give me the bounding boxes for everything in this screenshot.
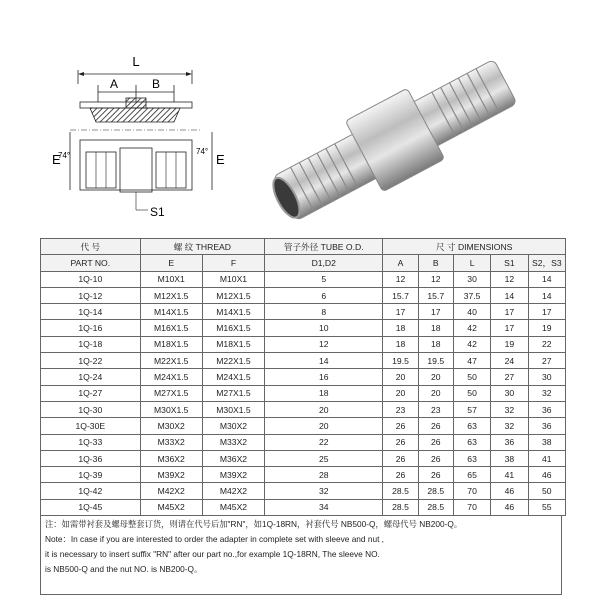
table-cell: 46 xyxy=(491,499,528,515)
table-cell: 63 xyxy=(453,450,490,466)
table-cell: 12 xyxy=(265,336,383,352)
header-S1: S1 xyxy=(491,255,528,271)
table-cell: 17 xyxy=(418,304,453,320)
table-cell: 24 xyxy=(491,353,528,369)
angle-right-label: 74° xyxy=(196,147,209,156)
table-row xyxy=(41,304,566,320)
table-cell: 19.5 xyxy=(418,353,453,369)
table-row xyxy=(41,418,566,434)
table-cell: 57 xyxy=(453,401,490,417)
table-cell: 12 xyxy=(491,271,528,287)
header-S23: S2，S3 xyxy=(528,255,565,271)
table-cell: 16 xyxy=(265,369,383,385)
table-cell: 28.5 xyxy=(418,483,453,499)
table-row xyxy=(41,483,566,499)
table-cell: M12X1.5 xyxy=(202,287,264,303)
table-cell: 30 xyxy=(453,271,490,287)
table-cell: 1Q-10 xyxy=(41,271,141,287)
table-cell: M33X2 xyxy=(202,434,264,450)
table-cell: 26 xyxy=(383,450,418,466)
table-cell: 1Q-16 xyxy=(41,320,141,336)
table-cell: 41 xyxy=(491,467,528,483)
table-cell: 17 xyxy=(383,304,418,320)
table-cell: 55 xyxy=(528,499,565,515)
table-cell: 15.7 xyxy=(418,287,453,303)
table-cell: 42 xyxy=(453,336,490,352)
table-cell: 1Q-30E xyxy=(41,418,141,434)
spec-table xyxy=(40,238,566,516)
table-row xyxy=(41,434,566,450)
table-cell: 36 xyxy=(528,418,565,434)
note-en-line1: Note：In case if you are interested to order the adapter in complete set with sleeve and nut , xyxy=(45,534,384,544)
table-cell: 32 xyxy=(528,385,565,401)
table-cell: 25 xyxy=(265,450,383,466)
table-cell: 37.5 xyxy=(453,287,490,303)
table-cell: 28.5 xyxy=(383,483,418,499)
table-cell: M42X2 xyxy=(140,483,202,499)
table-row xyxy=(41,271,566,287)
table-cell: 14 xyxy=(528,271,565,287)
table-cell: 1Q-36 xyxy=(41,450,141,466)
table-cell: 42 xyxy=(453,320,490,336)
header-B: B xyxy=(418,255,453,271)
S1-label: S1 xyxy=(150,205,165,219)
table-cell: 26 xyxy=(418,450,453,466)
table-cell: 32 xyxy=(491,418,528,434)
table-cell: 46 xyxy=(528,467,565,483)
table-cell: 32 xyxy=(265,483,383,499)
table-cell: 17 xyxy=(528,304,565,320)
table-cell: 65 xyxy=(453,467,490,483)
table-cell: 1Q-14 xyxy=(41,304,141,320)
table-cell: 40 xyxy=(453,304,490,320)
table-cell: 30 xyxy=(528,369,565,385)
table-cell: M45X2 xyxy=(202,499,264,515)
table-cell: 36 xyxy=(491,434,528,450)
table-cell: M12X1.5 xyxy=(140,287,202,303)
table-cell: 26 xyxy=(418,434,453,450)
table-cell: 1Q-42 xyxy=(41,483,141,499)
table-cell: 12 xyxy=(383,271,418,287)
table-row xyxy=(41,450,566,466)
table-cell: M14X1.5 xyxy=(140,304,202,320)
header-A: A xyxy=(383,255,418,271)
table-cell: 34 xyxy=(265,499,383,515)
table-cell: 18 xyxy=(383,320,418,336)
table-cell: 41 xyxy=(528,450,565,466)
table-cell: 28.5 xyxy=(418,499,453,515)
table-cell: M30X1.5 xyxy=(140,401,202,417)
header-row-en xyxy=(41,255,566,271)
table-cell: 18 xyxy=(265,385,383,401)
note-cn: 注：如需带衬套及螺母整套订货，则请在代号后加"RN"，如1Q-18RN，衬套代号 NB500-Q，螺母代号 NB200-Q。 xyxy=(45,519,463,529)
table-cell: 26 xyxy=(383,434,418,450)
table-row xyxy=(41,401,566,417)
dim-E-left-label: E xyxy=(52,152,61,167)
table-cell: 38 xyxy=(491,450,528,466)
table-row xyxy=(41,467,566,483)
technical-drawing xyxy=(40,40,240,225)
table-cell: 26 xyxy=(418,418,453,434)
table-cell: 1Q-45 xyxy=(41,499,141,515)
dim-B-label: B xyxy=(151,77,161,91)
table-cell: 26 xyxy=(383,467,418,483)
table-cell: 18 xyxy=(418,320,453,336)
table-cell: M33X2 xyxy=(140,434,202,450)
table-cell: 50 xyxy=(528,483,565,499)
table-cell: 1Q-24 xyxy=(41,369,141,385)
table-cell: 1Q-22 xyxy=(41,353,141,369)
dim-E-right-label: E xyxy=(216,152,225,167)
header-dimensions: 尺 寸 DIMENSIONS xyxy=(383,239,566,255)
table-cell: M14X1.5 xyxy=(202,304,264,320)
table-cell: M10X1 xyxy=(140,271,202,287)
table-cell: 18 xyxy=(383,336,418,352)
table-row xyxy=(41,320,566,336)
header-D: D1,D2 xyxy=(265,255,383,271)
header-E: E xyxy=(140,255,202,271)
table-cell: M27X1.5 xyxy=(202,385,264,401)
table-cell: 30 xyxy=(491,385,528,401)
table-cell: 14 xyxy=(265,353,383,369)
table-cell: 26 xyxy=(418,467,453,483)
table-cell: 20 xyxy=(265,401,383,417)
table-cell: 70 xyxy=(453,483,490,499)
table-cell: M22X1.5 xyxy=(202,353,264,369)
table-cell: 23 xyxy=(383,401,418,417)
table-row xyxy=(41,353,566,369)
table-cell: 1Q-12 xyxy=(41,287,141,303)
table-cell: M16X1.5 xyxy=(202,320,264,336)
table-cell: 63 xyxy=(453,434,490,450)
angle-left-label: 74° xyxy=(58,151,71,160)
header-L: L xyxy=(453,255,490,271)
header-F: F xyxy=(202,255,264,271)
table-cell: 18 xyxy=(418,336,453,352)
table-cell: M10X1 xyxy=(202,271,264,287)
table-cell: 19 xyxy=(491,336,528,352)
table-cell: 50 xyxy=(453,385,490,401)
table-cell: 17 xyxy=(491,320,528,336)
table-cell: 22 xyxy=(528,336,565,352)
product-photo xyxy=(250,45,540,230)
table-cell: 14 xyxy=(491,287,528,303)
dim-L-label: L xyxy=(132,54,140,69)
table-cell: 14 xyxy=(528,287,565,303)
table-cell: M30X2 xyxy=(202,418,264,434)
table-cell: 10 xyxy=(265,320,383,336)
table-cell: M16X1.5 xyxy=(140,320,202,336)
table-cell: 12 xyxy=(418,271,453,287)
table-cell: 20 xyxy=(383,385,418,401)
table-cell: 70 xyxy=(453,499,490,515)
table-cell: M30X1.5 xyxy=(202,401,264,417)
table-cell: 63 xyxy=(453,418,490,434)
table-cell: M18X1.5 xyxy=(140,336,202,352)
table-cell: 1Q-27 xyxy=(41,385,141,401)
table-cell: M18X1.5 xyxy=(202,336,264,352)
table-cell: 46 xyxy=(491,483,528,499)
table-cell: M36X2 xyxy=(202,450,264,466)
table-cell: 36 xyxy=(528,401,565,417)
table-cell: M39X2 xyxy=(202,467,264,483)
table-cell: 19 xyxy=(528,320,565,336)
header-part-en: PART NO. xyxy=(41,255,141,271)
table-cell: 1Q-39 xyxy=(41,467,141,483)
table-cell: M42X2 xyxy=(202,483,264,499)
table-cell: 28.5 xyxy=(383,499,418,515)
table-cell: 27 xyxy=(528,353,565,369)
table-cell: 50 xyxy=(453,369,490,385)
header-row-cn xyxy=(41,239,566,255)
table-cell: 23 xyxy=(418,401,453,417)
table-cell: 26 xyxy=(383,418,418,434)
table-row xyxy=(41,287,566,303)
table-cell: 5 xyxy=(265,271,383,287)
table-cell: M22X1.5 xyxy=(140,353,202,369)
table-cell: M27X1.5 xyxy=(140,385,202,401)
table-cell: M24X1.5 xyxy=(202,369,264,385)
table-row xyxy=(41,369,566,385)
header-part-cn: 代 号 xyxy=(41,239,141,255)
table-cell: 1Q-30 xyxy=(41,401,141,417)
table-cell: 32 xyxy=(491,401,528,417)
table-cell: 20 xyxy=(383,369,418,385)
table-cell: 28 xyxy=(265,467,383,483)
table-row xyxy=(41,385,566,401)
table-cell: M45X2 xyxy=(140,499,202,515)
table-row xyxy=(41,499,566,515)
table-cell: 8 xyxy=(265,304,383,320)
note-en-line2: it is necessary to insert suffix "RN" after our part no.,for example 1Q-18RN, The sleeve NO. xyxy=(45,549,380,559)
table-cell: M24X1.5 xyxy=(140,369,202,385)
note-en-line3: is NB500-Q and the nut NO. is NB200-Q。 xyxy=(45,564,203,574)
table-cell: M30X2 xyxy=(140,418,202,434)
table-cell: 1Q-18 xyxy=(41,336,141,352)
spec-table-body xyxy=(41,271,566,515)
header-thread: 螺 纹 THREAD xyxy=(140,239,265,255)
header-tube: 管子外径 TUBE O.D. xyxy=(265,239,383,255)
table-cell: M39X2 xyxy=(140,467,202,483)
table-cell: 20 xyxy=(418,369,453,385)
table-cell: 15.7 xyxy=(383,287,418,303)
table-cell: 20 xyxy=(418,385,453,401)
dim-A-label: A xyxy=(109,77,119,91)
table-cell: 47 xyxy=(453,353,490,369)
table-cell: 19.5 xyxy=(383,353,418,369)
table-row xyxy=(41,336,566,352)
table-cell: 38 xyxy=(528,434,565,450)
table-cell: 22 xyxy=(265,434,383,450)
table-cell: 20 xyxy=(265,418,383,434)
table-cell: 17 xyxy=(491,304,528,320)
notes-box xyxy=(40,515,562,595)
table-cell: 27 xyxy=(491,369,528,385)
table-cell: 6 xyxy=(265,287,383,303)
table-cell: 1Q-33 xyxy=(41,434,141,450)
table-cell: M36X2 xyxy=(140,450,202,466)
